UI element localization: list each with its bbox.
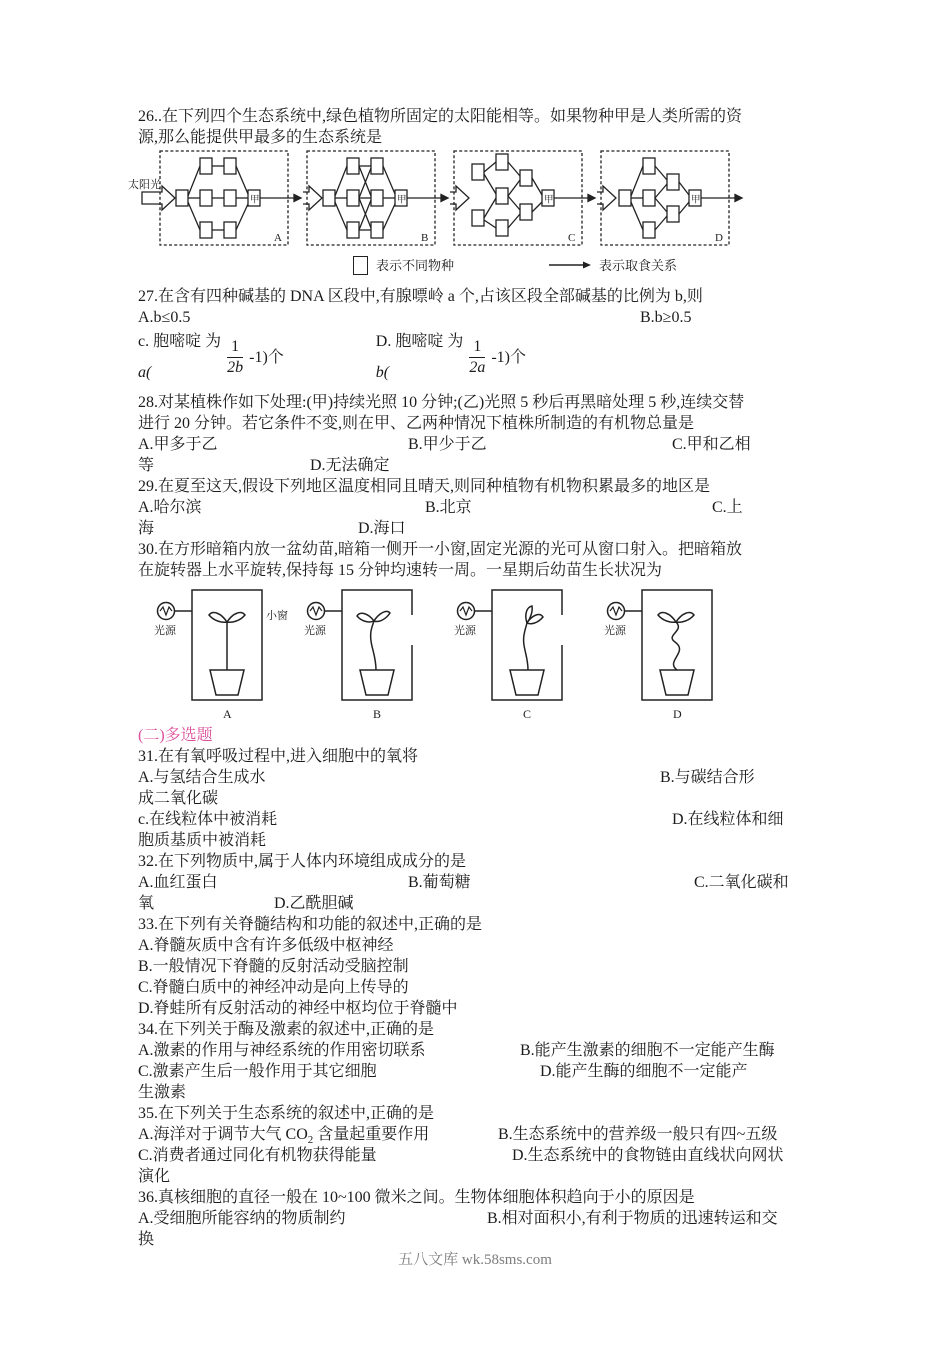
q36-option-b-cont: 换 xyxy=(138,1231,155,1248)
exam-content xyxy=(128,106,828,1250)
q30-line2: 在旋转器上水平旋转,保持每 15 分钟均速转一周。一星期后幼苗生长状况为 xyxy=(138,562,663,579)
q26-ecosystem-diagrams xyxy=(128,148,828,250)
q32-option-d: D.乙酰胆碱 xyxy=(274,895,354,912)
q33-line1: 33.在下列有关脊髓结构和功能的叙述中,正确的是 xyxy=(138,916,483,933)
q27-option-c xyxy=(138,331,284,383)
q31-option-d: D.在线粒体和细 xyxy=(672,811,784,828)
q32-options-abc xyxy=(138,872,828,893)
q31-option-d-cont: 胞质基质中被消耗 xyxy=(138,832,267,849)
q35-a-subscript: 2 xyxy=(307,1134,314,1147)
q36-line1: 36.真核细胞的直径一般在 10~100 微米之间。生物体细胞体积趋向于小的原因是 xyxy=(138,1189,695,1206)
q29-option-c-cont: 海 xyxy=(138,520,155,537)
q36-option-b: B.相对面积小,有利于物质的迅速转运和交 xyxy=(487,1210,778,1227)
plant-label-d: D xyxy=(673,707,682,721)
q27-option-b: B.b≥0.5 xyxy=(640,309,692,326)
footer-watermark: 五八文库 wk.58sms.com xyxy=(398,1252,552,1268)
q29-option-b: B.北京 xyxy=(425,499,472,516)
q27-option-c-text xyxy=(138,331,221,383)
plant-diagram-c xyxy=(452,585,602,721)
q26-line1: 26..在下列四个生态系统中,绿色植物所固定的太阳能相等。如果物种甲是人类所需的资 xyxy=(138,108,743,125)
diagram-label-b: B xyxy=(421,232,429,244)
q27-option-a: A.b≤0.5 xyxy=(138,309,191,326)
plant-label-c: C xyxy=(523,707,532,721)
q31-options-cd xyxy=(138,809,828,830)
diagram-label-c: C xyxy=(568,232,576,244)
q27-d-num: 1 xyxy=(473,337,482,355)
q28-option-c-cont: 等 xyxy=(138,457,155,474)
species-jia-label: 甲 xyxy=(250,195,260,206)
q28-line2: 进行 20 分钟。若它条件不变,则在甲、乙两种情况下植株所制造的有机物总量是 xyxy=(138,415,695,432)
q33-option-d: D.脊蛙所有反射活动的神经中枢均位于脊髓中 xyxy=(138,1000,458,1017)
feeding-arrow-icon xyxy=(549,260,591,270)
q27-c-num: 1 xyxy=(231,337,240,355)
section2-heading: (二)多选题 xyxy=(138,727,213,744)
q27-d-suffix: -1)个 xyxy=(491,348,527,366)
q29-line1: 29.在夏至这天,假设下列地区温度相同且晴天,则同种植物有机物积累最多的地区是 xyxy=(138,478,711,495)
q35-a-pre: A.海洋对于调节大气 CO xyxy=(138,1126,308,1143)
q28-option-b: B.甲少于乙 xyxy=(408,436,487,453)
ecosystem-diagram-a xyxy=(128,148,303,250)
q35-option-d-cont: 演化 xyxy=(138,1168,171,1185)
q34-option-a: A.激素的作用与神经系统的作用密切联系 xyxy=(138,1042,426,1059)
q32-options-d xyxy=(138,893,828,914)
species-box-icon xyxy=(353,256,368,275)
q28-option-a: A.甲多于乙 xyxy=(138,436,218,453)
light-source-label: 光源 xyxy=(304,625,326,637)
small-window-label: 小窗 xyxy=(266,610,288,622)
plant-diagram-b xyxy=(302,585,452,721)
q26-legend xyxy=(353,252,828,278)
q29-options-d xyxy=(138,518,828,539)
plant-diagram-a xyxy=(152,585,302,721)
q30-plant-diagrams xyxy=(152,585,828,721)
species-jia-label: 甲 xyxy=(544,195,554,206)
q31-option-c: c.在线粒体中被消耗 xyxy=(138,811,278,828)
plant-diagram-d xyxy=(602,585,752,721)
q27-c-prefix: c. 胞嘧啶 为 xyxy=(138,333,222,350)
q32-option-c-cont: 氧 xyxy=(138,895,155,912)
light-source-label: 光源 xyxy=(604,625,626,637)
q35-option-d: D.生态系统中的食物链由直线状向网状 xyxy=(512,1147,784,1164)
q27-line1: 27.在含有四种碱基的 DNA 区段中,有腺嘌岭 a 个,占该区段全部碱基的比例为 b,则 xyxy=(138,288,703,305)
q35-options-cd xyxy=(138,1145,828,1166)
q32-line1: 32.在下列物质中,属于人体内环境组成成分的是 xyxy=(138,853,467,870)
species-jia-label: 甲 xyxy=(691,195,701,206)
q35-a-post: 含量起重要作用 xyxy=(313,1126,430,1143)
q27-c-den: 2b xyxy=(227,358,244,376)
q28-option-d: D.无法确定 xyxy=(310,457,390,474)
light-source-label: 光源 xyxy=(454,625,476,637)
q32-option-a: A.血红蛋白 xyxy=(138,874,218,891)
q26-line2: 源,那么能提供甲最多的生态系统是 xyxy=(138,129,383,146)
q31-line1: 31.在有氧呼吸过程中,进入细胞中的氧将 xyxy=(138,748,419,765)
q27-c-suffix: -1)个 xyxy=(249,348,284,366)
fraction-bar xyxy=(469,357,485,358)
q36-option-a: A.受细胞所能容纳的物质制约 xyxy=(138,1210,346,1227)
q33-option-b: B.一般情况下脊髓的反射活动受脑控制 xyxy=(138,958,409,975)
q29-option-d: D.海口 xyxy=(358,520,406,537)
q28-options-d xyxy=(138,455,828,476)
diagram-label-d: D xyxy=(715,232,723,244)
q27-options-cd xyxy=(138,328,828,386)
diagram-label-a: A xyxy=(274,232,282,244)
q27-option-d-text xyxy=(376,331,464,383)
q34-option-d: D.能产生酶的细胞不一定能产 xyxy=(540,1063,748,1080)
legend-box-label: 表示不同物种 xyxy=(376,257,455,273)
q27-d-fraction xyxy=(469,338,485,377)
q34-option-c: C.激素产生后一般作用于其它细胞 xyxy=(138,1063,377,1080)
q27-d-prefix: D. 胞嘧啶 为 xyxy=(375,333,464,350)
q27-options-ab xyxy=(138,307,828,328)
q35-option-c: C.消费者通过同化有机物获得能量 xyxy=(138,1147,377,1164)
q35-option-b: B.生态系统中的营养级一般只有四~五级 xyxy=(498,1126,778,1143)
sun-label: 太阳光 xyxy=(128,179,161,191)
q34-line1: 34.在下列关于酶及激素的叙述中,正确的是 xyxy=(138,1021,435,1038)
q27-c-fraction xyxy=(227,338,243,377)
plant-label-a: A xyxy=(223,707,232,721)
q32-option-b: B.葡萄糖 xyxy=(408,874,471,891)
q33-option-a: A.脊髓灰质中含有许多低级中枢神经 xyxy=(138,937,394,954)
ecosystem-diagram-b xyxy=(303,148,450,250)
q27-d-den: 2a xyxy=(469,358,486,376)
q27-option-d xyxy=(376,331,526,383)
ecosystem-diagram-d xyxy=(597,148,744,250)
q34-option-d-cont: 生激素 xyxy=(138,1084,187,1101)
q29-option-c: C.上 xyxy=(712,499,743,516)
q35-options-ab xyxy=(138,1124,828,1145)
q28-line1: 28.对某植株作如下处理:(甲)持续光照 10 分钟;(乙)光照 5 秒后再黑暗处理 5 秒,连续交替 xyxy=(138,394,745,411)
q33-option-c: C.脊髓白质中的神经冲动是向上传导的 xyxy=(138,979,409,996)
q31-options-ab xyxy=(138,767,828,788)
legend-arrow-label: 表示取食关系 xyxy=(599,257,678,273)
q35-line1: 35.在下列关于生态系统的叙述中,正确的是 xyxy=(138,1105,435,1122)
q31-option-b-cont: 成二氧化碳 xyxy=(138,790,219,807)
q27-c-open: a( xyxy=(138,364,152,381)
q29-option-a: A.哈尔滨 xyxy=(138,499,202,516)
fraction-bar xyxy=(227,357,243,358)
light-source-label: 光源 xyxy=(154,625,176,637)
q31-option-b: B.与碳结合形 xyxy=(660,769,755,786)
q34-options-cd xyxy=(138,1061,828,1082)
q34-options-ab xyxy=(138,1040,828,1061)
q34-option-b: B.能产生激素的细胞不一定能产生酶 xyxy=(520,1042,775,1059)
q32-option-c: C.二氧化碳和 xyxy=(694,874,789,891)
species-jia-label: 甲 xyxy=(397,195,407,206)
q28-option-c: C.甲和乙相 xyxy=(672,436,751,453)
q31-option-a: A.与氢结合生成水 xyxy=(138,769,266,786)
ecosystem-diagram-c xyxy=(450,148,597,250)
q30-line1: 30.在方形暗箱内放一盆幼苗,暗箱一侧开一小窗,固定光源的光可从窗口射入。把暗箱放 xyxy=(138,541,743,558)
plant-label-b: B xyxy=(373,707,382,721)
q29-options-abc xyxy=(138,497,828,518)
q36-options-ab xyxy=(138,1208,828,1229)
q28-options-abc xyxy=(138,434,828,455)
q27-d-open: b( xyxy=(375,364,390,381)
